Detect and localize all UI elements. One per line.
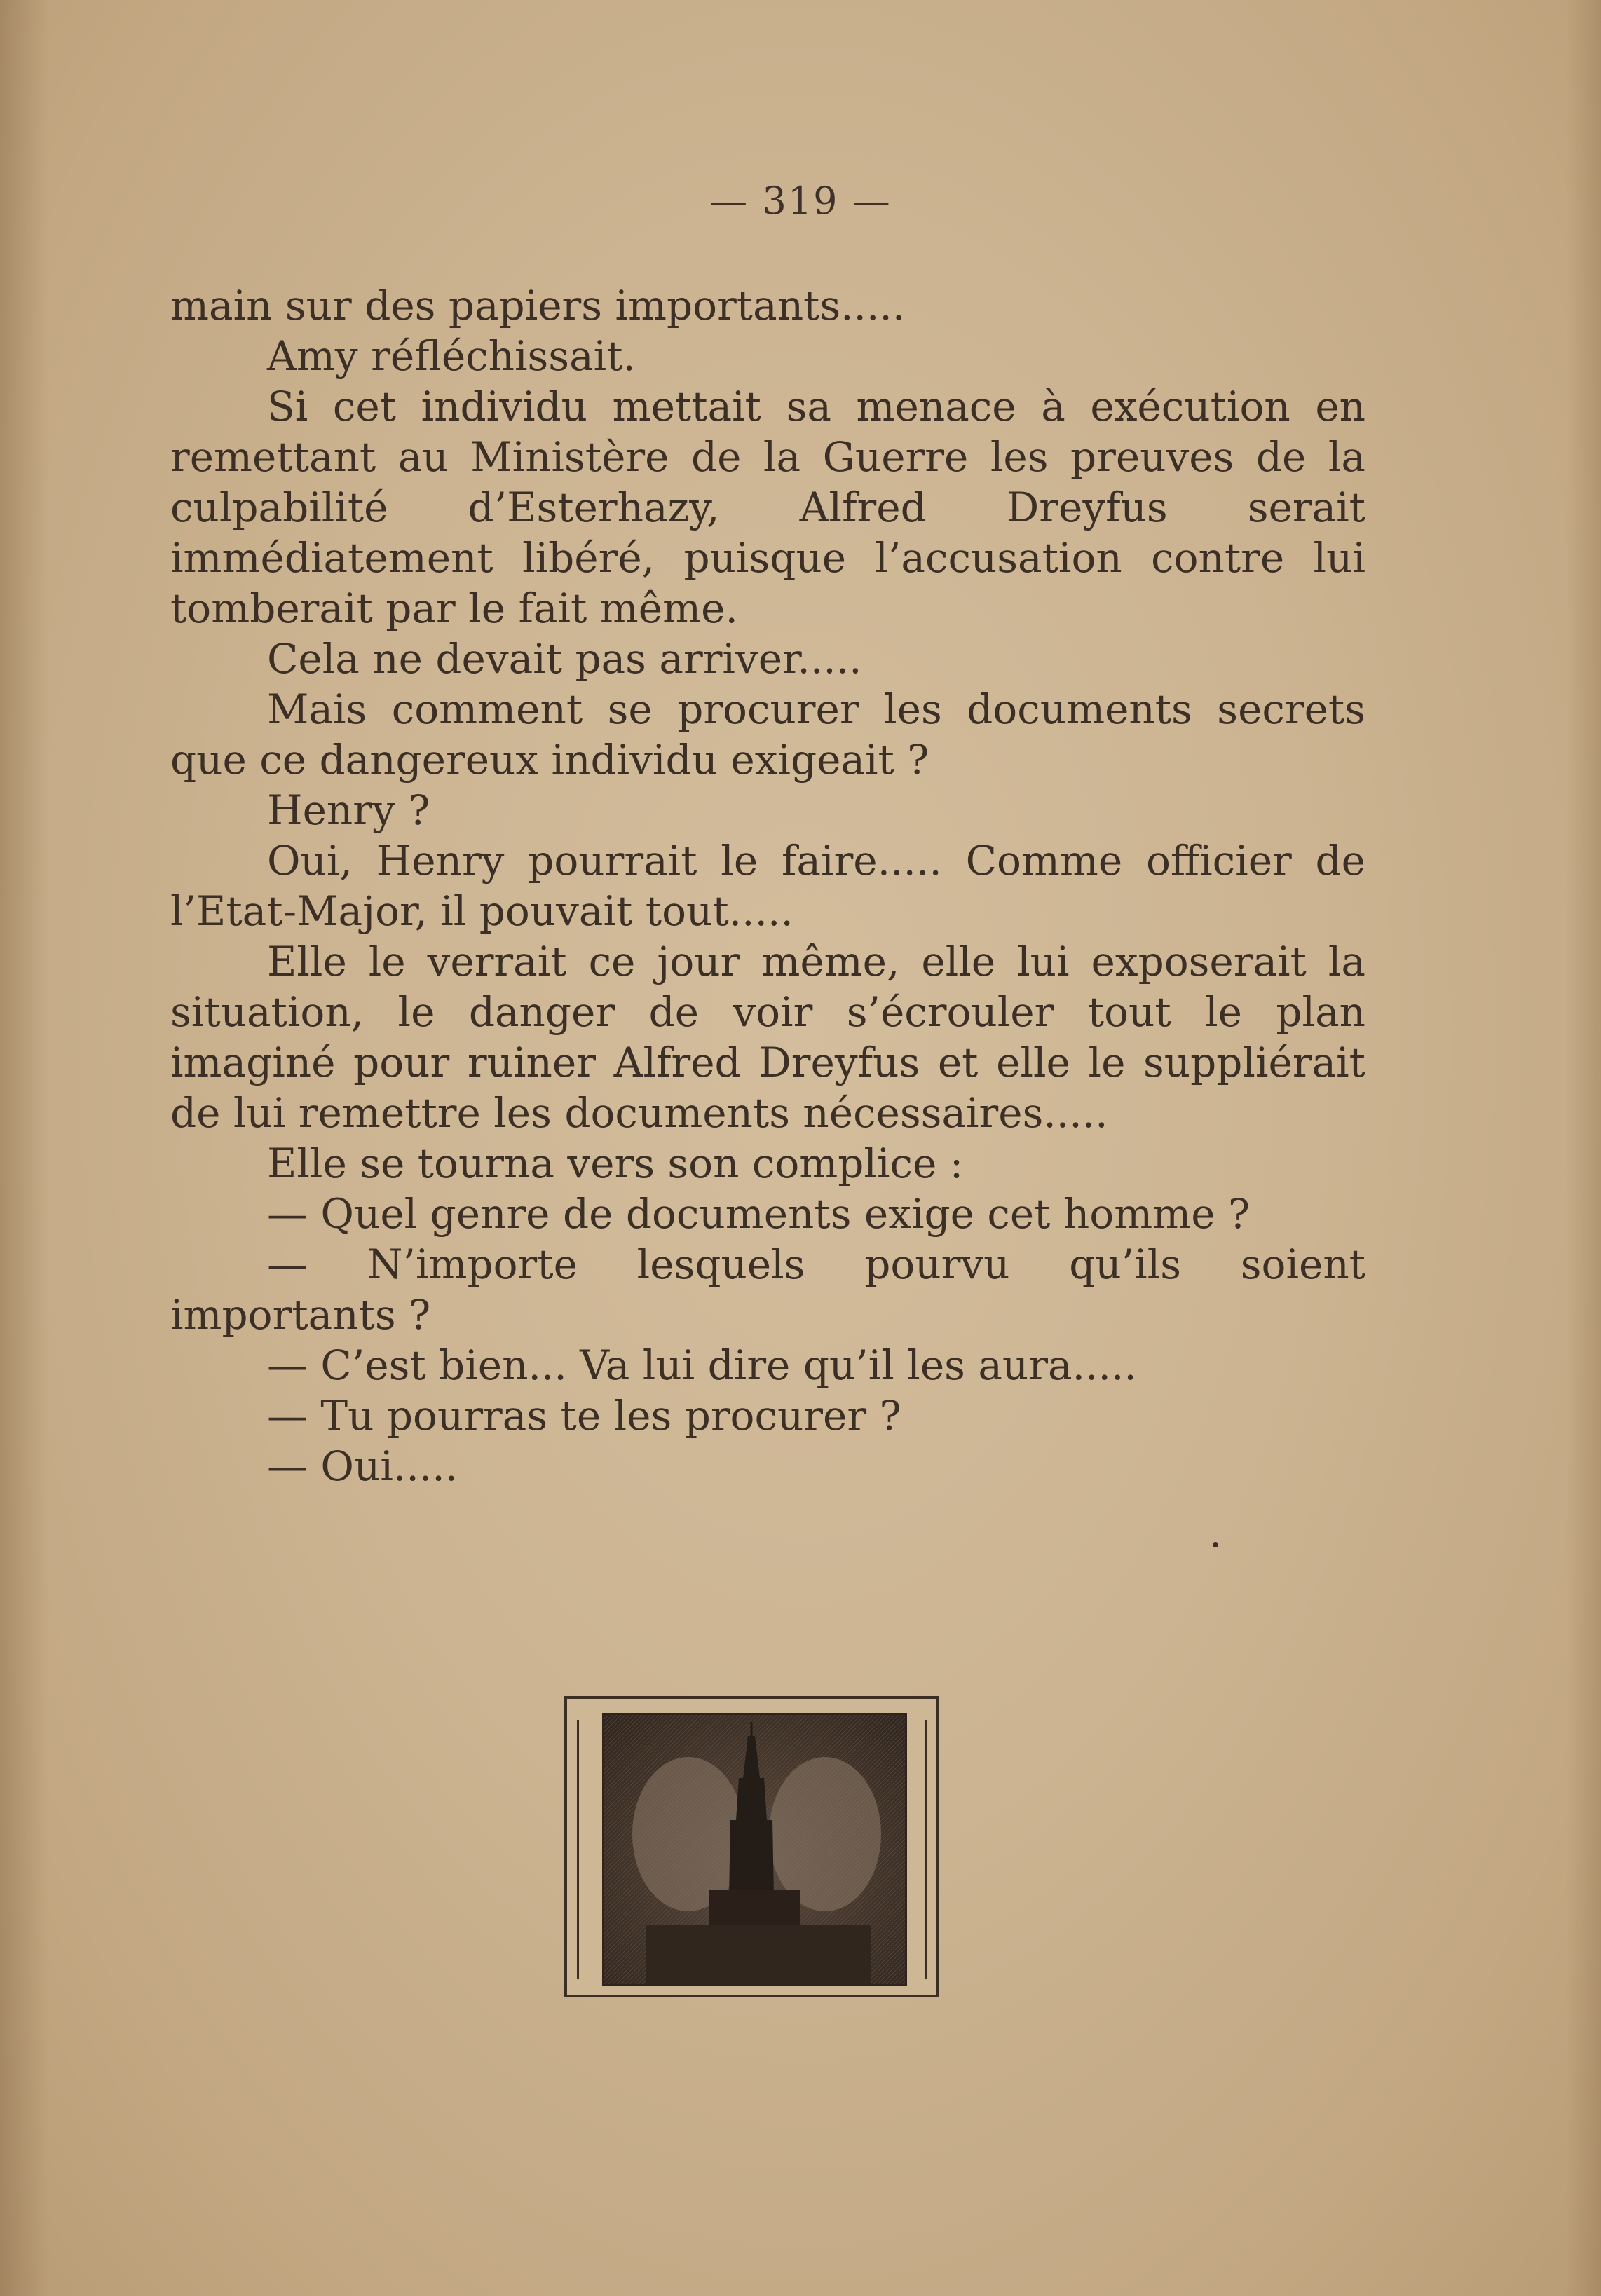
vignette-border-line <box>925 1720 927 1979</box>
paragraph: Si cet individu mettait sa menace à exécution en remettant au Ministère de la Guerre les preuves de la culpabilité d’Esterhazy, Alfred Dreyfus serait immédiatement libéré, puisque l’accusation contre lui tomberait par le fait même. <box>170 383 1365 632</box>
dialogue-line: — Tu pourras te les procurer ? <box>267 1392 901 1440</box>
paragraph: Oui, Henry pourrait le faire..... Comme officier de l’Etat-Major, il pouvait tout..... <box>170 837 1365 935</box>
paragraph: Amy réfléchissait. <box>267 332 636 380</box>
vignette-illustration <box>564 1696 939 1997</box>
cathedral-icon <box>604 1715 907 1986</box>
paragraph: Elle se tourna vers son complice : <box>267 1140 964 1187</box>
paragraph: Mais comment se procurer les documents secrets que ce dangereux individu exigeait ? <box>170 685 1365 784</box>
vignette-border-line <box>577 1720 579 1979</box>
dialogue-line: — N’importe lesquels pourvu qu’ils soient importants ? <box>170 1241 1365 1339</box>
paragraph: Elle le verrait ce jour même, elle lui exposerait la situation, le danger de voir s’écrouler tout le plan imaginé pour ruiner Alfred Dreyfus et elle le suppliérait de lui remettre les documents nécessaires..... <box>170 938 1365 1137</box>
cathedral-engraving <box>602 1713 907 1986</box>
ink-speck <box>1213 1542 1218 1547</box>
page-number: — 319 — <box>709 179 892 223</box>
paragraph: Henry ? <box>267 786 430 834</box>
dialogue-line: — Oui..... <box>267 1442 458 1490</box>
dialogue-line: — Quel genre de documents exige cet homme ? <box>267 1190 1251 1238</box>
paragraph: Cela ne devait pas arriver..... <box>267 635 862 683</box>
dialogue-line: — C’est bien... Va lui dire qu’il les aura..... <box>267 1341 1137 1389</box>
body-text <box>170 280 1365 1491</box>
paragraph: main sur des papiers importants..... <box>170 282 906 329</box>
